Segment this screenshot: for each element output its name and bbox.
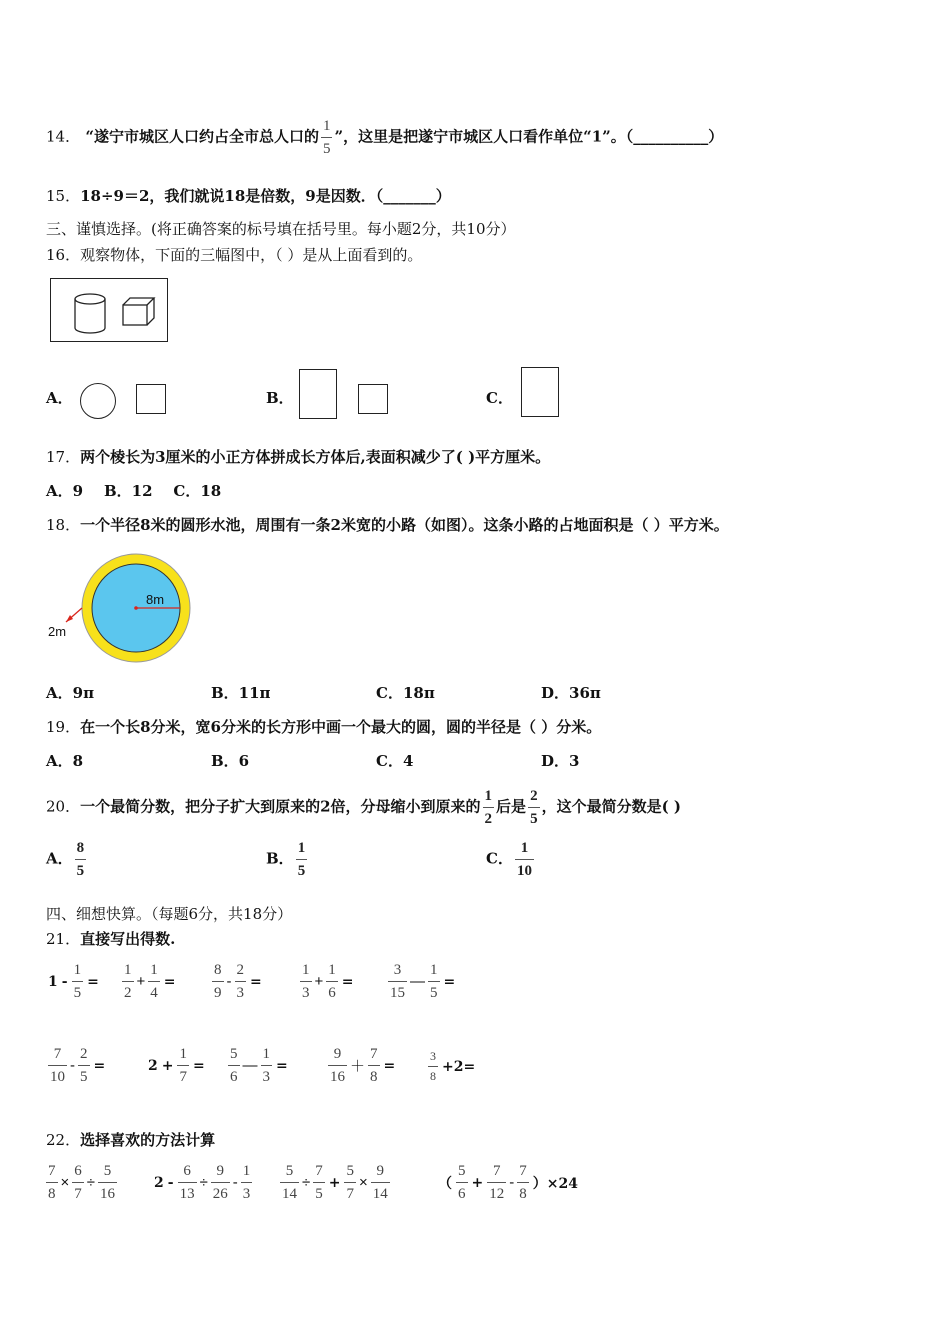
calc-1-4: $\frac{1}{3}$ + $\frac{1}{6}$ = bbox=[302, 962, 354, 1001]
square-shape bbox=[136, 384, 166, 414]
option-b[interactable]: B． $\frac{1}{5}$ bbox=[266, 840, 306, 879]
question-number: 17． bbox=[46, 448, 81, 466]
calc-3-2: 2 - $\frac{6}{13}$ ÷ $\frac{9}{26}$ - $\frac{1}{3}$ bbox=[154, 1163, 251, 1202]
question-text: 18÷9＝2，我们就说18是倍数，9是因数．（_______） bbox=[80, 187, 451, 205]
calc-3-1: $\frac{7}{8}$ × $\frac{6}{7}$ ÷ $\frac{5}{16}$ bbox=[48, 1163, 115, 1202]
option-c[interactable]: C． $\frac{1}{10}$ bbox=[486, 840, 532, 879]
option-b[interactable]: B．6 bbox=[211, 752, 250, 770]
option-d[interactable]: D．36π bbox=[541, 684, 601, 702]
question-number: 22． bbox=[46, 1131, 81, 1149]
options-row[interactable]: A．9 B．12 C．18 bbox=[46, 482, 222, 500]
square-shape bbox=[358, 384, 388, 414]
fraction: $\frac{1}{2}$ bbox=[484, 788, 493, 827]
question-16 bbox=[46, 245, 422, 265]
option-a[interactable]: A． bbox=[46, 389, 73, 407]
calc-3-3: $\frac{5}{14}$ ÷ $\frac{7}{5}$ + $\frac{5}{7}$ × $\frac{9}{14}$ bbox=[282, 1163, 388, 1202]
circle-shape bbox=[80, 383, 116, 419]
calc-1-5: $\frac{3}{15}$ — $\frac{1}{5}$ = bbox=[390, 962, 456, 1001]
question-18 bbox=[46, 515, 729, 535]
question-number: 18． bbox=[46, 516, 81, 534]
question-number: 19． bbox=[46, 718, 81, 736]
question-number: 20． bbox=[46, 797, 81, 816]
question-number: 14． bbox=[46, 127, 81, 146]
question-20: 20．一个最简分数，把分子扩大到原来的2倍，分母缩小到原来的 $\frac{1}{2}$ 后是 $\frac{2}{5}$ ，这个最简分数是( ) bbox=[46, 788, 681, 827]
calc-2-1: $\frac{7}{10}$ - $\frac{2}{5}$ = bbox=[50, 1046, 106, 1085]
cylinder-cube-drawing bbox=[51, 279, 169, 343]
calc-2-2: 2 + $\frac{1}{7}$ = bbox=[148, 1046, 205, 1085]
fraction: $\frac{1}{5}$ bbox=[322, 118, 331, 157]
question-22 bbox=[46, 1130, 215, 1150]
question-text: 一个最简分数，把分子扩大到原来的2倍，分母缩小到原来的 bbox=[80, 797, 481, 816]
question-text: 选择喜欢的方法计算 bbox=[80, 1131, 216, 1149]
fraction: $\frac{2}{5}$ bbox=[530, 788, 538, 827]
objects-figure bbox=[50, 278, 168, 342]
question-17 bbox=[46, 447, 550, 467]
option-b[interactable]: B． bbox=[266, 389, 294, 407]
tall-rectangle-shape bbox=[299, 369, 337, 419]
pool-figure bbox=[44, 550, 196, 668]
question-14 bbox=[46, 118, 723, 157]
calc-1-2: $\frac{1}{2}$ + $\frac{1}{4}$ = bbox=[124, 962, 176, 1001]
question-15 bbox=[46, 186, 451, 206]
option-a[interactable]: A． $\frac{8}{5}$ bbox=[46, 840, 85, 879]
question-text: 一个半径8米的圆形水池，周围有一条2米宽的小路（如图）。这条小路的占地面积是（ ）平方米。 bbox=[80, 516, 729, 534]
calc-2-3: $\frac{5}{6}$ — $\frac{1}{3}$ = bbox=[230, 1046, 288, 1085]
question-number: 15． bbox=[46, 187, 81, 205]
option-d[interactable]: D．3 bbox=[541, 752, 580, 770]
question-text: 观察物体，下面的三幅图中，（ ）是从上面看到的。 bbox=[80, 246, 423, 264]
question-text: 在一个长8分米，宽6分米的长方形中画一个最大的圆，圆的半径是（ ）分米。 bbox=[80, 718, 602, 736]
option-c[interactable]: C．4 bbox=[376, 752, 414, 770]
question-text: 直接写出得数. bbox=[80, 930, 176, 948]
calc-1-3: $\frac{8}{9}$ - $\frac{2}{3}$ = bbox=[214, 962, 262, 1001]
calc-3-4: （ $\frac{5}{6}$ + $\frac{7}{12}$ - $\frac{7}{8}$ ）×24 bbox=[438, 1163, 578, 1202]
question-number: 16． bbox=[46, 246, 81, 264]
question-text: 两个棱长为3厘米的小正方体拼成长方体后,表面积减少了( )平方厘米。 bbox=[80, 448, 551, 466]
calc-1-1: 1 - $\frac{1}{5}$ = bbox=[48, 962, 99, 1001]
calc-2-5: $\frac{3}{8}$ +2= bbox=[430, 1049, 476, 1083]
option-b[interactable]: B．11π bbox=[211, 684, 271, 702]
question-text: ”，这里是把遂宁市城区人口看作单位“1”。（__________） bbox=[334, 127, 724, 146]
option-c[interactable]: C．18π bbox=[376, 684, 435, 702]
calc-2-4: $\frac{9}{16}$ ＋ $\frac{7}{8}$ = bbox=[330, 1046, 396, 1085]
section-3-heading: 三、谨慎选择。(将正确答案的标号填在括号里。每小题2分，共10分） bbox=[46, 220, 516, 238]
question-19 bbox=[46, 717, 601, 737]
tall-rectangle-shape bbox=[521, 367, 559, 417]
option-a[interactable]: A．8 bbox=[46, 752, 84, 770]
question-number: 21． bbox=[46, 930, 81, 948]
section-4-heading: 四、细想快算。（每题6分，共18分） bbox=[46, 905, 293, 923]
question-text: “遂宁市城区人口约占全市总人口的 bbox=[85, 127, 319, 146]
path-width-label: 2m bbox=[48, 624, 67, 639]
radius-label: 8m bbox=[146, 592, 165, 607]
option-c[interactable]: C． bbox=[486, 389, 513, 407]
question-21 bbox=[46, 929, 175, 949]
option-a[interactable]: A．9π bbox=[46, 684, 95, 702]
